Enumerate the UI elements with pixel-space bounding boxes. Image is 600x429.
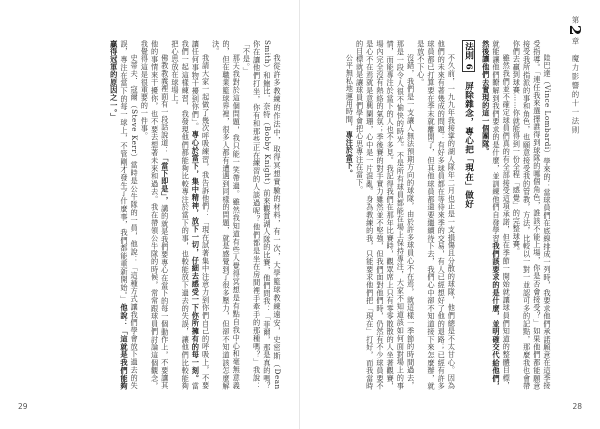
paragraph: 史蒂夫．寇爾（Steve Kerr）當時是公牛隊的一員，他說：「這種方式讓我們學會放下過去的失誤，專注在當下的每一球上，不管剛才發生了什麼事，我們都能重新開始。」他說：「這就是我們能夠贏得冠軍的原因之一。」 — [109, 40, 140, 390]
right-page-body — [316, 40, 552, 390]
paragraph: 我從許多教練的作法中，取得冥想實驗的材料，有一次，大學籃球教練遠安，史密斯（Dean Smith）和鮑比．奈特（Bobby Knight）前來觀賞湖人隊的比賽，他們問我：「菲爾，那是真的嗎？你在讓他們打坐，你有和那些正在練習的人談過呢？他們都是坐在房間裡手牽手的那種嗎？」我說：「不是。」 — [242, 40, 282, 390]
paragraph: 陸巴達（Vince Lombardi）學來的：當球員們在底線排成一列時，我要求他們承諾願意在這季接受指導。「連任我來選擇誰得到球隊的哪個角色，誰該不能上場，你是否會接受？」如果他們都能願意接受我所指派的事和角色，也願意接受我的管教，方法，比較以一對一並認可多的記點，那麼我也會帶你們去贏到球賽……你就能得到一份全程「感覺」的完整球賽。 — [512, 40, 552, 390]
paragraph: 佛教教義裡面有一段話說道：「當下即是」，講的就是我們要專心在當下的每一個動作上，不要讓其他的事情來干擾你，也不要去想著未來和過去。我在帶領公牛隊的時候，常常跟球員們討論這個觀念，我覺得這是很重要的一件事。 — [140, 40, 170, 390]
section-label: 法則 6 — [463, 42, 474, 71]
paragraph: 我請大家一起做了幾次呼吸練習，我告訴他們：「現在試著集中注意力到你們自己的呼吸上，不要讓任何事物干擾到你們」。專心於當下，集中精神，放下一切，仔細去感受一下你所擁有的每一刻。當我們一起這樣練習，我發現他們都能夠比較專注於當下的事，也較能放下過去的失誤，讓他們比較能夠把心思放在球場上。 — [170, 40, 211, 390]
paragraph: 雖然我們並不確定球員們真的有全部接受這項承諾，但在季節一開始就讓球員們知道的整體目標，就能讓他們瞭解到我們要求的是什麼，並訓練他們自發學習我們該要求的是什麼，並明確交代給他們，然後讓他們去實現的這一個團隊。 — [481, 40, 512, 390]
page-number: 28 — [572, 402, 582, 411]
paragraph: 沒錯，我們是一支讓人無法預期方向的球隊，由於許多球員心不在焉，就這樣一季節的時間過去，那是一段令人很不愉快的時光。不是所有球員都能在場上保持專注，大家不知道該如何面對場上的事情，而能專注於當下的人也不多見。我記得我們在那年比賽時，觀眾席上只有零零散散的人坐著觀賽，場內完全沒有熱絡的氣氛；季後賽的對手實力雖然並不堅強，但我們面對他們時，仍然有不少球員要不是心不在焉就是意興闌珊，心中是一片混亂。身為教練的我，只能要求他們把「現在」打好，而我當時的目標就是讓球員們學會把心思專注在當下。 — [355, 40, 416, 390]
chapter-prefix: 第 — [571, 16, 580, 25]
page-number: 29 — [18, 402, 28, 411]
paragraph: 不久前，一九九年我接掌的湖人隊年二月也正是一支損傷且分散的球隊，他們總是不太甘心。因為他們的未來有著幾成的問題：有好多球員都在等待來季的交易，有人已經想好了他的退路；已經有許多球員都已打算要在季末就離開了，但其他球員都還要繼續待下去，我們心中卻不知道接下來怎麼辦，就是放不下心。 — [416, 40, 457, 390]
chapter-number: 2 — [566, 24, 584, 37]
paragraph: 那天我對於這個問題，我只能一笑帶過。雖然我知道有些人覺得冥想是有點自我中心和毫無意義的，但在職業籃球界裡，很多人都有遭遇到同樣的問題，就是感覺到了很多壓力，但卻不知道該怎麼解決。 — [211, 40, 242, 390]
paragraph: 公平無私地運用時間，專注於當下。 — [345, 54, 355, 178]
section-heading — [462, 40, 474, 390]
chapter-title: 魔力影響的十一法則 — [571, 54, 580, 135]
chapter-suffix: 章 — [571, 36, 580, 46]
left-page-body — [20, 40, 282, 390]
chapter-header — [566, 16, 584, 135]
section-title: 屏除雜念，專心把「現在」做好 — [463, 81, 474, 209]
right-page — [300, 0, 600, 429]
